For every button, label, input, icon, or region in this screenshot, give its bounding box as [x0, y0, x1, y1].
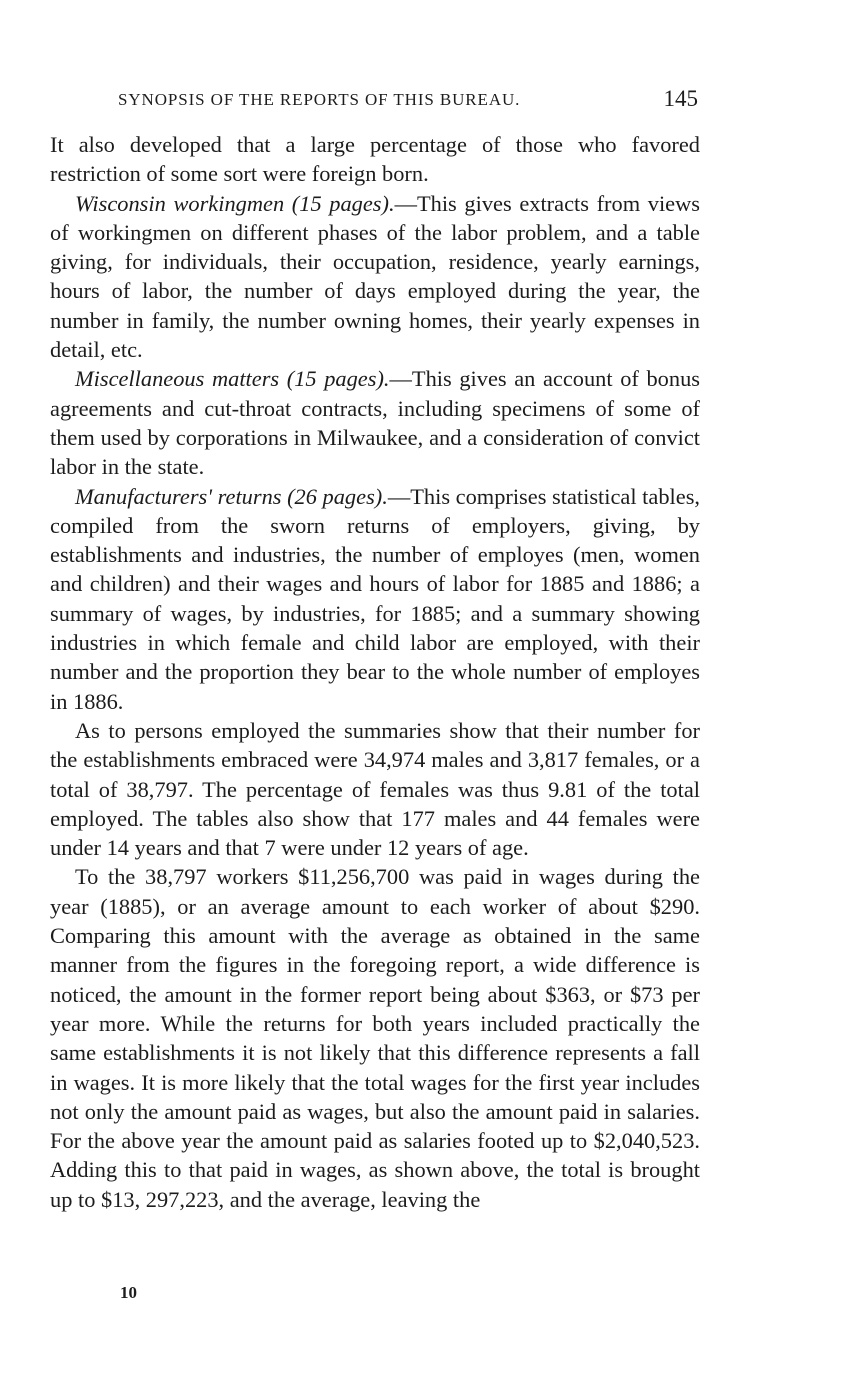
page-number: 145 [663, 86, 698, 111]
paragraph-wisconsin-workingmen [50, 189, 700, 365]
running-title: SYNOPSIS OF THE REPORTS OF THIS BUREAU. [118, 90, 521, 109]
paragraph-wages-paid [50, 862, 700, 1214]
paragraph-text: —This gives extracts from views of workingmen on different phases of the labor problem, and a table giving, for individuals, their occupation, residence, yearly earnings, hours of labor, the number of days employed during the year, the number in family, the number owning homes, their yearly expenses in detail, etc. [50, 190, 700, 363]
paragraph-miscellaneous-matters [50, 364, 700, 481]
running-head [50, 86, 700, 116]
section-lead-wisconsin-workingmen: Wisconsin workingmen (15 pages). [75, 190, 395, 216]
paragraph-text: To the 38,797 workers $11,256,700 was paid in wages during the year (1885), or an average amount to each worker of about $290. Comparing this amount with the average as obtained in the same manner from the figures in the foregoing report, a wide difference is noticed, the amount in the former report being about $363, or $73 per year more. While the returns for both years included practically the same establishments it is not likely that this difference represents a fall in wages. It is more likely that the total wages for the first year includes not only the amount paid as wages, but also the amount paid in salaries. For the above year the amount paid as salaries footed up to $2,040,523. Adding this to that paid in wages, as shown above, the total is brought up to $13, 297,223, and the average, leaving the [50, 864, 700, 1212]
paragraph-text: —This gives an account of bonus agreements and cut-throat contracts, including specimens of some of them used by corporations in Milwaukee, and a consideration of convict labor in the state. [50, 366, 700, 480]
paragraph-foreign-born [50, 130, 700, 189]
signature-mark: 10 [120, 1283, 137, 1302]
section-lead-manufacturers-returns: Manufacturers' returns (26 pages). [75, 483, 388, 509]
paragraph-text: As to persons employed the summaries show that their number for the establishments embraced were 34,974 males and 3,817 females, or a total of 38,797. The percentage of females was thus 9.81 of the total employed. The tables also show that 177 males and 44 females were under 14 years and that 7 were under 12 years of age. [50, 717, 700, 861]
body-text [50, 130, 700, 1214]
paragraph-persons-employed [50, 716, 700, 862]
section-lead-miscellaneous-matters: Miscellaneous matters (15 pages). [75, 366, 390, 392]
paragraph-text: —This comprises statistical tables, compiled from the sworn returns of employers, giving, by establishments and industries, the number of employes (men, women and children) and their wages and hours of labor for 1885 and 1886; a summary of wages, by industries, for 1885; and a summary showing industries in which female and child labor are employed, with their number and the proportion they bear to the whole number of employes in 1886. [50, 483, 701, 714]
paragraph-text: It also developed that a large percentage of those who favored restriction of some sort were foreign born. [50, 132, 700, 187]
paragraph-manufacturers-returns [50, 482, 700, 716]
